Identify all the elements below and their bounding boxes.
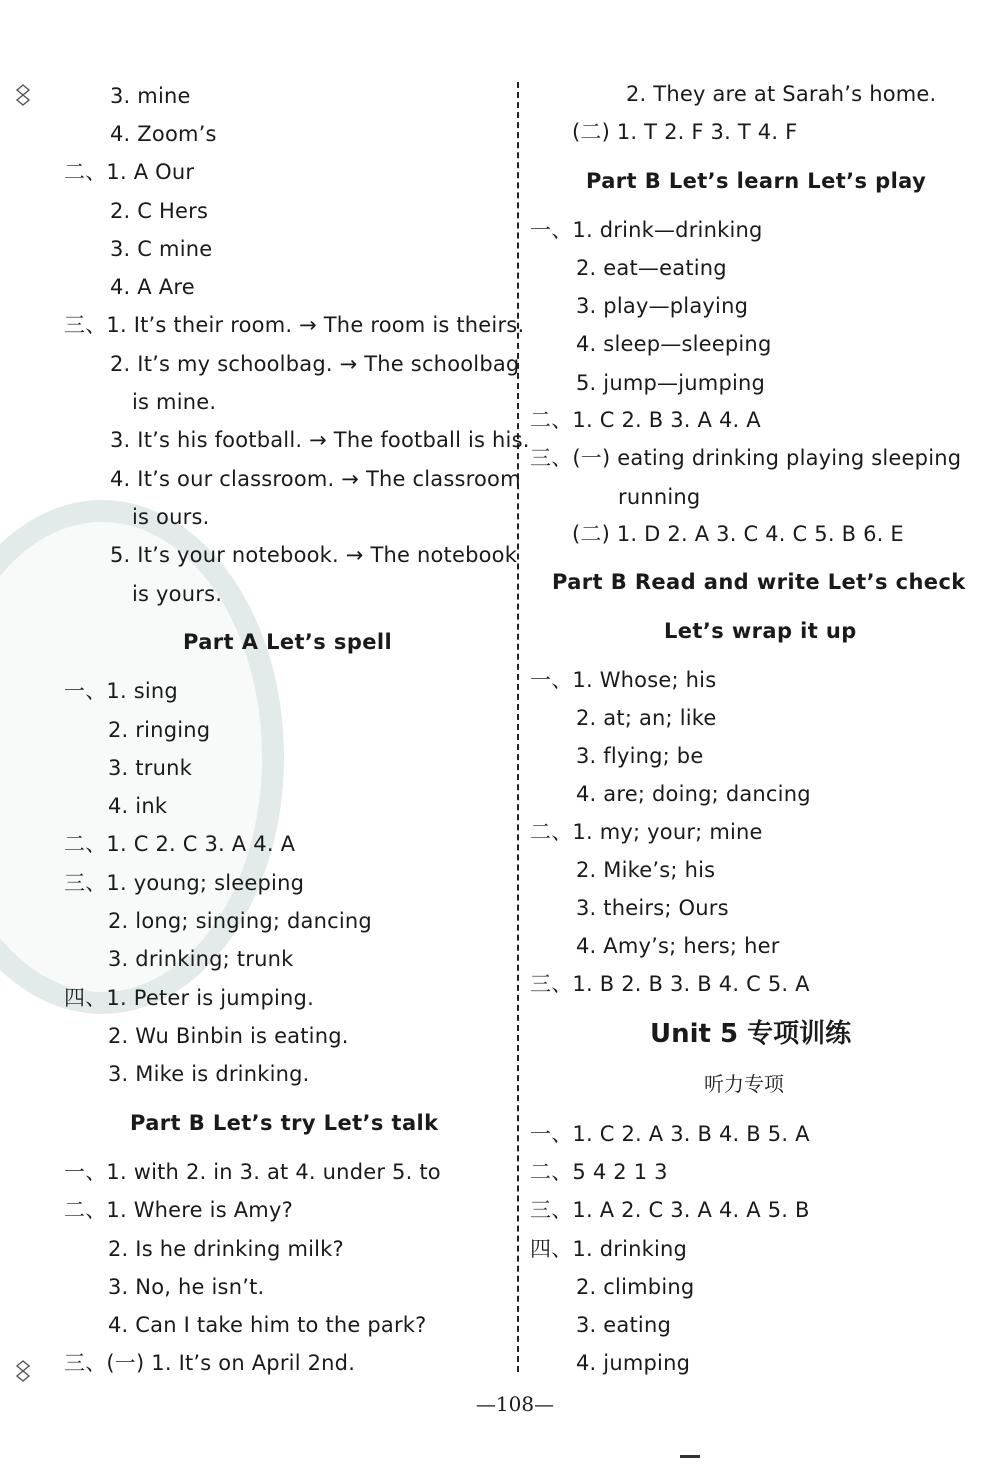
answer-line: 3. No, he isn’t. [108,1275,265,1299]
answer-line: (二) 1. D 2. A 3. C 4. C 5. B 6. E [572,522,904,546]
page-number: —108— [475,1392,555,1416]
answer-line: 3. C mine [110,237,213,261]
answer-line: 2. eat—eating [576,256,727,280]
section-heading: Let’s wrap it up [664,619,857,643]
answer-line: 4. are; doing; dancing [576,782,811,806]
answer-line: 4. ink [108,794,168,818]
answer-line: 4. Amy’s; hers; her [576,934,780,958]
sub-title: 听力专项 [704,1072,784,1096]
answer-line: 一、1. C 2. A 3. B 4. B 5. A [530,1122,810,1146]
answer-line: 3. theirs; Ours [576,896,729,920]
answer-line: is ours. [132,505,210,529]
answer-line: 三、(一) eating drinking playing sleeping [530,446,962,470]
answer-line: 2. at; an; like [576,706,717,730]
answer-line: 5. jump—jumping [576,371,766,395]
section-heading: Part A Let’s spell [183,630,393,654]
answer-line: 一、1. sing [64,679,178,703]
answer-line: is mine. [132,390,217,414]
answer-line: 三、1. A 2. C 3. A 4. A 5. B [530,1198,810,1222]
answer-line: 三、1. young; sleeping [64,871,305,895]
unit-title: Unit 5 专项训练 [650,1019,852,1049]
section-heading: Part B Let’s learn Let’s play [586,169,927,193]
answer-line: 三、1. It’s their room. → The room is theirs. [64,313,525,337]
scan-mark [680,1455,700,1458]
answer-line: 4. sleep—sleeping [576,332,772,356]
answer-line: 2. ringing [108,718,211,742]
answer-line: 4. Zoom’s [110,122,217,146]
section-heading: Part B Let’s try Let’s talk [130,1111,439,1135]
answer-line: 3. flying; be [576,744,704,768]
answer-line: 三、(一) 1. It’s on April 2nd. [64,1351,356,1375]
answer-line: (二) 1. T 2. F 3. T 4. F [572,120,798,144]
answer-line: 2. Is he drinking milk? [108,1237,344,1261]
answer-line: 4. A Are [110,275,195,299]
answer-line: running [618,485,701,509]
answer-line: 二、5 4 2 1 3 [530,1160,668,1184]
answer-line: 3. play—playing [576,294,749,318]
answer-line: 3. trunk [108,756,192,780]
column-divider [517,82,519,1372]
answer-line: 3. drinking; trunk [108,947,294,971]
answer-line: 2. C Hers [110,199,209,223]
binding-mark-icon [15,1360,31,1382]
answer-line: 2. They are at Sarah’s home. [626,82,937,106]
answer-line: 2. long; singing; dancing [108,909,372,933]
answer-line: 3. It’s his football. → The football is his. [110,428,530,452]
answer-line: 二、1. C 2. C 3. A 4. A [64,832,296,856]
answer-line: 一、1. with 2. in 3. at 4. under 5. to [64,1160,441,1184]
answer-line: 二、1. my; your; mine [530,820,763,844]
answer-line: 三、1. B 2. B 3. B 4. C 5. A [530,972,810,996]
answer-line: 4. Can I take him to the park? [108,1313,427,1337]
answer-line: 3. mine [110,84,191,108]
answer-line: 四、1. Peter is jumping. [64,986,314,1010]
answer-line: 二、1. A Our [64,160,195,184]
answer-line: 二、1. C 2. B 3. A 4. A [530,408,761,432]
answer-line: 3. Mike is drinking. [108,1062,310,1086]
answer-line: 2. It’s my schoolbag. → The schoolbag [110,352,520,376]
section-heading: Part B Read and write Let’s check [552,570,966,594]
answer-line: 2. Mike’s; his [576,858,716,882]
answer-line: 4. It’s our classroom. → The classroom [110,467,521,491]
answer-line: 3. eating [576,1313,672,1337]
answer-line: 5. It’s your notebook. → The notebook [110,543,518,567]
answer-line: 一、1. drink—drinking [530,218,763,242]
answer-line: 四、1. drinking [530,1237,688,1261]
answer-line: 二、1. Where is Amy? [64,1198,293,1222]
answer-line: 4. jumping [576,1351,691,1375]
answer-line: 2. climbing [576,1275,695,1299]
binding-mark-icon [15,84,31,106]
answer-line: 一、1. Whose; his [530,668,717,692]
answer-line: 2. Wu Binbin is eating. [108,1024,349,1048]
answer-line: is yours. [132,582,223,606]
